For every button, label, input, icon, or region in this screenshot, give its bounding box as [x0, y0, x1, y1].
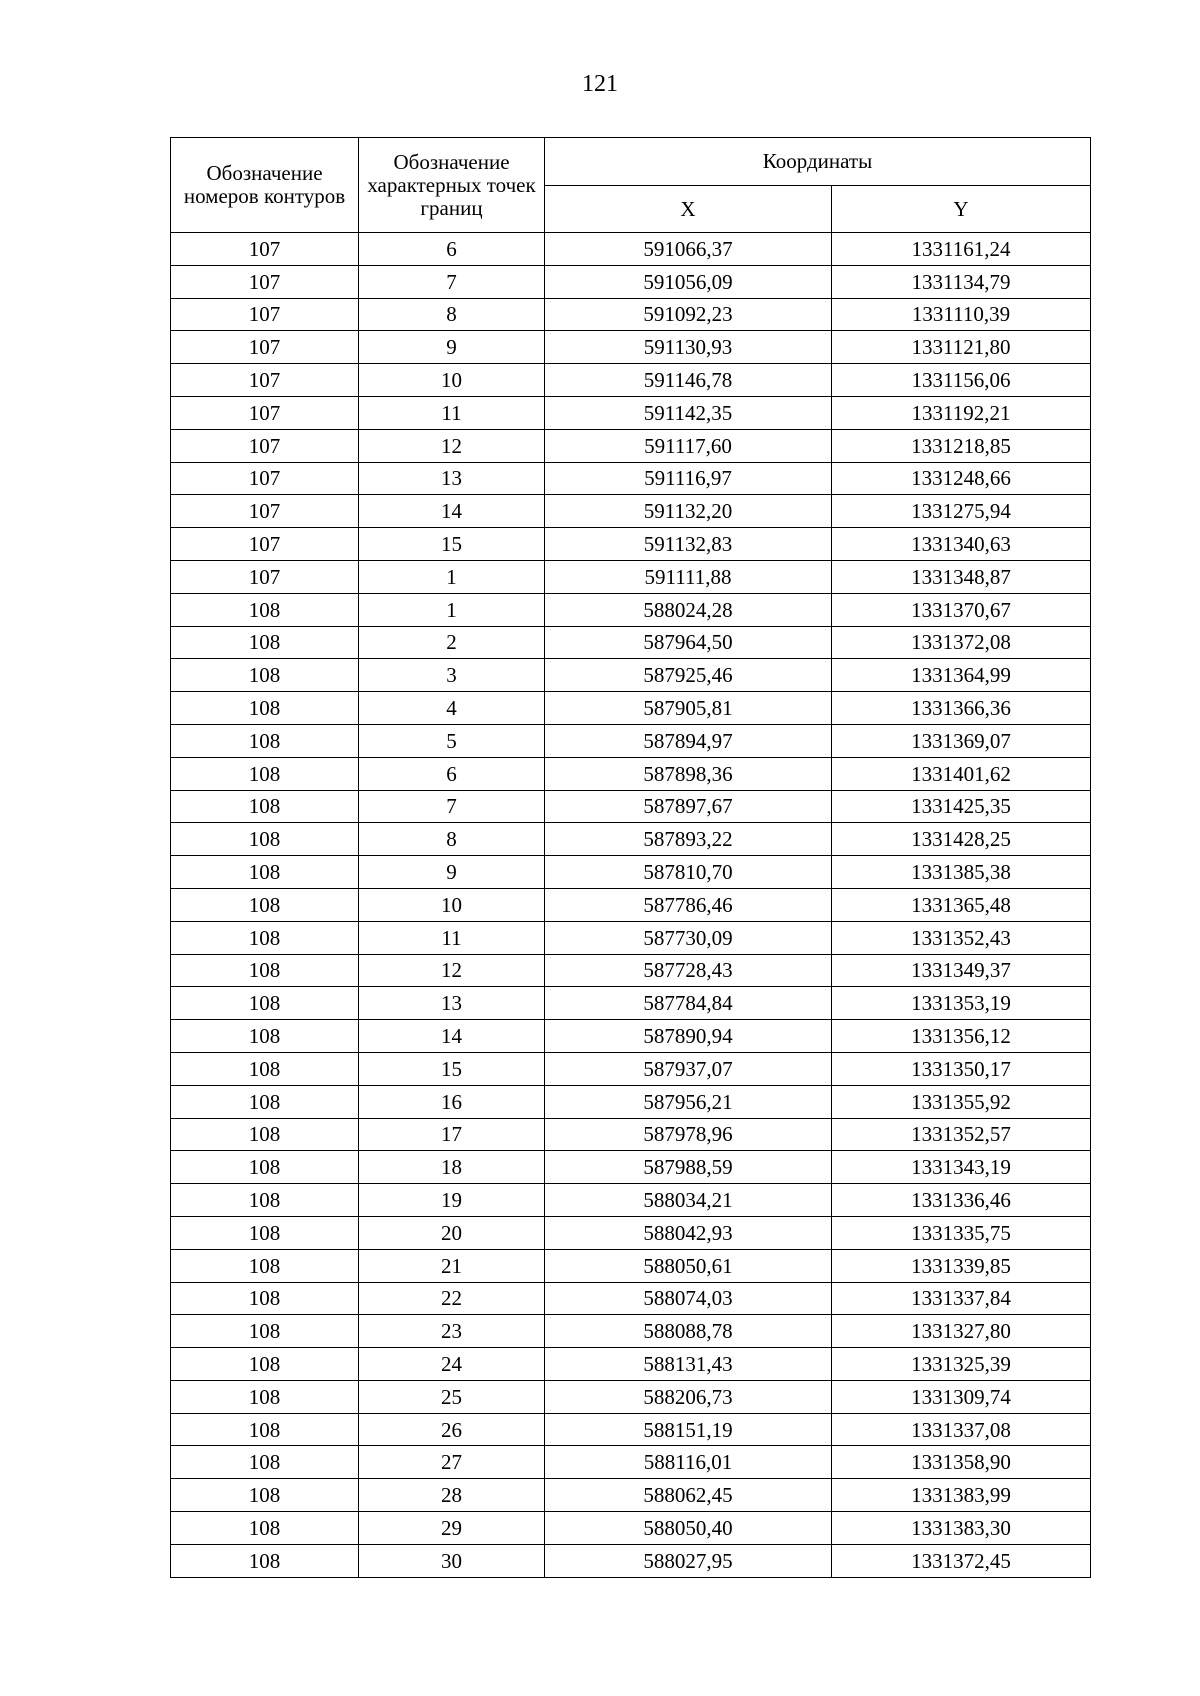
point-cell: 26 — [359, 1413, 545, 1446]
x-cell: 587925,46 — [545, 659, 832, 692]
table-row — [171, 396, 1091, 429]
contour-cell: 108 — [171, 1118, 359, 1151]
contour-cell: 107 — [171, 429, 359, 462]
point-cell: 6 — [359, 757, 545, 790]
x-cell: 591111,88 — [545, 560, 832, 593]
x-cell: 588042,93 — [545, 1216, 832, 1249]
x-cell: 591117,60 — [545, 429, 832, 462]
point-cell: 29 — [359, 1512, 545, 1545]
point-cell: 12 — [359, 429, 545, 462]
x-cell: 591142,35 — [545, 396, 832, 429]
x-cell: 588062,45 — [545, 1479, 832, 1512]
point-cell: 3 — [359, 659, 545, 692]
point-cell: 9 — [359, 331, 545, 364]
x-cell: 591056,09 — [545, 265, 832, 298]
table-row — [171, 1184, 1091, 1217]
table-row — [171, 1020, 1091, 1053]
y-cell: 1331156,06 — [832, 364, 1091, 397]
contour-cell: 108 — [171, 1249, 359, 1282]
y-cell: 1331366,36 — [832, 692, 1091, 725]
x-cell: 587978,96 — [545, 1118, 832, 1151]
contour-cell: 107 — [171, 396, 359, 429]
y-cell: 1331335,75 — [832, 1216, 1091, 1249]
contour-cell: 108 — [171, 1216, 359, 1249]
contour-cell: 107 — [171, 265, 359, 298]
point-cell: 10 — [359, 364, 545, 397]
contour-cell: 108 — [171, 692, 359, 725]
x-cell: 587905,81 — [545, 692, 832, 725]
table-row — [171, 1085, 1091, 1118]
table-row — [171, 364, 1091, 397]
point-cell: 14 — [359, 1020, 545, 1053]
table-row — [171, 1282, 1091, 1315]
point-cell: 9 — [359, 856, 545, 889]
contour-cell: 108 — [171, 1020, 359, 1053]
x-cell: 588206,73 — [545, 1380, 832, 1413]
y-cell: 1331372,08 — [832, 626, 1091, 659]
contour-cell: 108 — [171, 1315, 359, 1348]
table-row — [171, 724, 1091, 757]
y-cell: 1331428,25 — [832, 823, 1091, 856]
table-row — [171, 987, 1091, 1020]
table-row — [171, 1348, 1091, 1381]
coordinates-header: Координаты — [545, 138, 1091, 186]
table-row — [171, 331, 1091, 364]
point-cell: 20 — [359, 1216, 545, 1249]
table-row — [171, 1216, 1091, 1249]
x-cell: 588050,40 — [545, 1512, 832, 1545]
table-row — [171, 954, 1091, 987]
contour-cell: 108 — [171, 823, 359, 856]
contour-cell: 108 — [171, 1413, 359, 1446]
contour-cell: 108 — [171, 1151, 359, 1184]
point-cell: 7 — [359, 790, 545, 823]
point-cell: 14 — [359, 495, 545, 528]
table-row — [171, 856, 1091, 889]
table-row — [171, 593, 1091, 626]
y-cell: 1331353,19 — [832, 987, 1091, 1020]
x-cell: 588116,01 — [545, 1446, 832, 1479]
table-row — [171, 757, 1091, 790]
x-cell: 591116,97 — [545, 462, 832, 495]
y-cell: 1331343,19 — [832, 1151, 1091, 1184]
contour-cell: 108 — [171, 987, 359, 1020]
point-cell: 1 — [359, 593, 545, 626]
x-cell: 587988,59 — [545, 1151, 832, 1184]
point-cell: 12 — [359, 954, 545, 987]
y-cell: 1331350,17 — [832, 1052, 1091, 1085]
contour-cell: 108 — [171, 626, 359, 659]
contour-cell: 108 — [171, 1184, 359, 1217]
contour-cell: 108 — [171, 790, 359, 823]
x-cell: 587937,07 — [545, 1052, 832, 1085]
table-row — [171, 495, 1091, 528]
point-cell: 28 — [359, 1479, 545, 1512]
table-row — [171, 462, 1091, 495]
x-cell: 588050,61 — [545, 1249, 832, 1282]
x-cell: 587956,21 — [545, 1085, 832, 1118]
point-cell: 10 — [359, 888, 545, 921]
y-cell: 1331370,67 — [832, 593, 1091, 626]
point-cell: 11 — [359, 396, 545, 429]
y-cell: 1331337,84 — [832, 1282, 1091, 1315]
x-cell: 587964,50 — [545, 626, 832, 659]
y-header: Y — [832, 186, 1091, 233]
y-cell: 1331218,85 — [832, 429, 1091, 462]
table-row — [171, 790, 1091, 823]
point-cell: 7 — [359, 265, 545, 298]
table-row — [171, 298, 1091, 331]
y-cell: 1331356,12 — [832, 1020, 1091, 1053]
point-cell: 27 — [359, 1446, 545, 1479]
x-cell: 588151,19 — [545, 1413, 832, 1446]
contour-cell: 107 — [171, 298, 359, 331]
x-cell: 587730,09 — [545, 921, 832, 954]
point-cell: 4 — [359, 692, 545, 725]
table-row — [171, 1544, 1091, 1577]
x-cell: 587810,70 — [545, 856, 832, 889]
table-row — [171, 1479, 1091, 1512]
point-cell: 6 — [359, 233, 545, 266]
page-number: 121 — [582, 71, 618, 97]
point-cell: 19 — [359, 1184, 545, 1217]
y-cell: 1331110,39 — [832, 298, 1091, 331]
contour-cell: 107 — [171, 495, 359, 528]
x-cell: 591146,78 — [545, 364, 832, 397]
contour-cell: 108 — [171, 724, 359, 757]
point-cell: 21 — [359, 1249, 545, 1282]
y-cell: 1331348,87 — [832, 560, 1091, 593]
y-cell: 1331339,85 — [832, 1249, 1091, 1282]
contour-cell: 108 — [171, 1512, 359, 1545]
y-cell: 1331385,38 — [832, 856, 1091, 889]
table-row — [171, 1249, 1091, 1282]
table-row — [171, 659, 1091, 692]
contour-cell: 108 — [171, 659, 359, 692]
y-cell: 1331121,80 — [832, 331, 1091, 364]
table-row — [171, 1446, 1091, 1479]
x-cell: 588024,28 — [545, 593, 832, 626]
y-cell: 1331372,45 — [832, 1544, 1091, 1577]
contour-cell: 108 — [171, 1085, 359, 1118]
y-cell: 1331134,79 — [832, 265, 1091, 298]
contour-cell: 108 — [171, 856, 359, 889]
x-header: X — [545, 186, 832, 233]
point-cell: 15 — [359, 528, 545, 561]
contour-cell: 107 — [171, 331, 359, 364]
table-row — [171, 429, 1091, 462]
table-row — [171, 1380, 1091, 1413]
table-row — [171, 1413, 1091, 1446]
contour-cell: 108 — [171, 954, 359, 987]
y-cell: 1331192,21 — [832, 396, 1091, 429]
table-row — [171, 265, 1091, 298]
point-cell: 15 — [359, 1052, 545, 1085]
contour-cell: 108 — [171, 1446, 359, 1479]
y-cell: 1331383,99 — [832, 1479, 1091, 1512]
table-row — [171, 1512, 1091, 1545]
contour-cell: 108 — [171, 593, 359, 626]
contour-cell: 107 — [171, 233, 359, 266]
y-cell: 1331309,74 — [832, 1380, 1091, 1413]
table-row — [171, 1315, 1091, 1348]
x-cell: 587894,97 — [545, 724, 832, 757]
table-row — [171, 921, 1091, 954]
contour-cell: 108 — [171, 888, 359, 921]
table-row — [171, 1151, 1091, 1184]
point-cell: 13 — [359, 462, 545, 495]
contour-cell: 107 — [171, 364, 359, 397]
point-cell: 22 — [359, 1282, 545, 1315]
table-row — [171, 528, 1091, 561]
x-cell: 588131,43 — [545, 1348, 832, 1381]
table-row — [171, 233, 1091, 266]
point-cell: 18 — [359, 1151, 545, 1184]
table-row — [171, 1052, 1091, 1085]
contour-number-header: Обозначение номеров контуров — [171, 138, 359, 233]
table-row — [171, 823, 1091, 856]
x-cell: 587786,46 — [545, 888, 832, 921]
y-cell: 1331337,08 — [832, 1413, 1091, 1446]
contour-cell: 108 — [171, 1380, 359, 1413]
x-cell: 588088,78 — [545, 1315, 832, 1348]
point-cell: 8 — [359, 298, 545, 331]
point-cell: 8 — [359, 823, 545, 856]
y-cell: 1331275,94 — [832, 495, 1091, 528]
x-cell: 587890,94 — [545, 1020, 832, 1053]
x-cell: 591132,20 — [545, 495, 832, 528]
y-cell: 1331425,35 — [832, 790, 1091, 823]
y-cell: 1331349,37 — [832, 954, 1091, 987]
x-cell: 591092,23 — [545, 298, 832, 331]
point-cell: 23 — [359, 1315, 545, 1348]
y-cell: 1331327,80 — [832, 1315, 1091, 1348]
point-cell: 1 — [359, 560, 545, 593]
y-cell: 1331401,62 — [832, 757, 1091, 790]
boundary-point-header: Обозначение характерных точек границ — [359, 138, 545, 233]
y-cell: 1331248,66 — [832, 462, 1091, 495]
contour-cell: 108 — [171, 1544, 359, 1577]
table-row — [171, 560, 1091, 593]
x-cell: 587893,22 — [545, 823, 832, 856]
contour-cell: 108 — [171, 1479, 359, 1512]
y-cell: 1331352,43 — [832, 921, 1091, 954]
contour-cell: 107 — [171, 462, 359, 495]
y-cell: 1331340,63 — [832, 528, 1091, 561]
contour-cell: 108 — [171, 1282, 359, 1315]
table-row — [171, 626, 1091, 659]
x-cell: 591130,93 — [545, 331, 832, 364]
x-cell: 591066,37 — [545, 233, 832, 266]
y-cell: 1331365,48 — [832, 888, 1091, 921]
table-row — [171, 888, 1091, 921]
x-cell: 587898,36 — [545, 757, 832, 790]
y-cell: 1331369,07 — [832, 724, 1091, 757]
point-cell: 5 — [359, 724, 545, 757]
contour-cell: 108 — [171, 757, 359, 790]
x-cell: 591132,83 — [545, 528, 832, 561]
x-cell: 587784,84 — [545, 987, 832, 1020]
x-cell: 587897,67 — [545, 790, 832, 823]
y-cell: 1331358,90 — [832, 1446, 1091, 1479]
table-row — [171, 692, 1091, 725]
y-cell: 1331336,46 — [832, 1184, 1091, 1217]
x-cell: 588027,95 — [545, 1544, 832, 1577]
x-cell: 588074,03 — [545, 1282, 832, 1315]
contour-cell: 107 — [171, 560, 359, 593]
contour-cell: 108 — [171, 1052, 359, 1085]
x-cell: 588034,21 — [545, 1184, 832, 1217]
table-row — [171, 1118, 1091, 1151]
y-cell: 1331364,99 — [832, 659, 1091, 692]
y-cell: 1331161,24 — [832, 233, 1091, 266]
y-cell: 1331355,92 — [832, 1085, 1091, 1118]
coordinates-table — [170, 137, 1091, 1578]
point-cell: 13 — [359, 987, 545, 1020]
contour-cell: 108 — [171, 921, 359, 954]
x-cell: 587728,43 — [545, 954, 832, 987]
y-cell: 1331383,30 — [832, 1512, 1091, 1545]
point-cell: 24 — [359, 1348, 545, 1381]
point-cell: 2 — [359, 626, 545, 659]
point-cell: 16 — [359, 1085, 545, 1118]
contour-cell: 107 — [171, 528, 359, 561]
y-cell: 1331352,57 — [832, 1118, 1091, 1151]
point-cell: 11 — [359, 921, 545, 954]
contour-cell: 108 — [171, 1348, 359, 1381]
y-cell: 1331325,39 — [832, 1348, 1091, 1381]
point-cell: 30 — [359, 1544, 545, 1577]
point-cell: 25 — [359, 1380, 545, 1413]
point-cell: 17 — [359, 1118, 545, 1151]
